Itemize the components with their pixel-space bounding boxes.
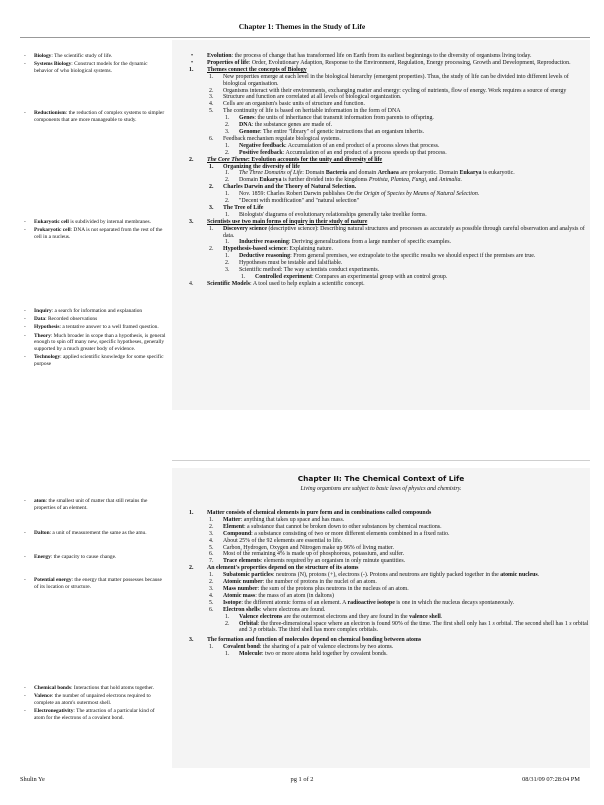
bullet-item: • Evolution: the process of change that has transformed life on Earth from its earliest beginnings to the diversity of organisms living today. [191, 53, 532, 59]
ch2-side-group-4 [24, 577, 166, 592]
footer-author: Shulin Ye [20, 776, 45, 783]
side-term-item: - Dalton: a unit of measurement the same as the amu. [24, 530, 166, 537]
list-item: 4. About 25% of the 92 elements are essential to life. [209, 537, 343, 544]
list-subitem: 2. Positive feedback: Accumulation of an end product of a process speeds up that process. [225, 149, 447, 156]
list-subitem: 1. Valence electrons are the outermost electrons and they are found in the valence shell. [225, 613, 443, 620]
list-item: 3. Mass number: the sum of the protons plus neutrons in the nucleus of an atom. [209, 585, 409, 592]
ch1-side-group-4 [24, 308, 166, 369]
list-item: 2. Element: a substance that cannot be broken down to other substances by chemical reactions. [209, 523, 442, 530]
list-item: 3. The Tree of Life [209, 204, 264, 211]
list-subitem: 2. Domain Eukarya is further divided into the kingdoms Protista, Plantea, Fungi, and Animalia. [225, 177, 462, 184]
page-title: Chapter 1: Themes in the Study of Life [238, 22, 366, 31]
list-item: 5. Isotope: the different atomic forms of an element. A radioactive isotope is one in which the nucleus decays spontaneously. [209, 599, 515, 606]
ch2-side-group-1 [24, 498, 166, 513]
footer-timestamp: 08/31/09 07:28:04 PM [522, 776, 580, 783]
ch1-side-group-2 [24, 110, 166, 125]
ch2-side-group-2 [24, 530, 166, 538]
side-term-item: - Prokaryotic cell: DNA is not separated from the rest of the cell in a nucleus. [24, 227, 166, 240]
ch1-side-group-1 [24, 53, 166, 76]
list-item: 1. New properties emerge at each level in the biological hierarchy (emergent properties). Thus, the study of life can be divided into different levels of biological organisation. [209, 73, 569, 87]
list-subsubitem: 1. Controlled experiment: Compares an experimental group with an control group. [241, 274, 448, 280]
list-item: 4. Cells are an organism's basic units of structure and function. [209, 101, 365, 108]
section-heading: 2. An element's properties depend on the structure of its atoms [189, 565, 359, 572]
section-heading: 4. Scientific Models: A tool used to help explain a scientific concept. [189, 280, 365, 287]
list-item: 1. Discovery science (descriptive science): Describing natural structures and processes as accurately as possible through careful observation and analysis of data. [209, 225, 585, 239]
list-item: 2. Atomic number: the number of protons in the nuclei of an atom. [209, 579, 377, 586]
list-item: 3. Structure and function are correlated at all levels of biological organization. [209, 94, 402, 101]
chapter-divider [172, 460, 590, 461]
side-term-item: - Chemical bonds: Interactions that hold atoms together. [24, 685, 166, 692]
list-subitem: 2. Orbital: the three-dimensional space where an electron is found 90% of the time. The first shell only has 1 s orbital. The second shell has 1 s orbital and 3 p orbitals. The third shell has more complex orbitals. [225, 620, 589, 634]
section-heading: 1. Matter consists of chemical elements in pure form and in combinations called compounds [189, 510, 432, 516]
ch2-side-group-5 [24, 685, 166, 723]
list-item: 3. Compound: a substance consisting of two or more different elements combined in a fixed ratio. [209, 530, 450, 537]
list-item: 6. Feedback mechanism regulate biological systems. [209, 135, 341, 142]
list-item: 6. Electron shells: where electrons are found. [209, 606, 326, 613]
chapter2-title: Chapter II: The Chemical Context of Life [297, 474, 465, 483]
list-item: 2. Organisms interact with their environments, exchanging matter and energy: cycling of nutrients, flow of energy. Work requires a source of energy [209, 87, 567, 94]
list-item: 7. Trace elements: elements required by an organism in only minute quantities. [209, 558, 406, 565]
side-term-item: - atom: the smallest unit of matter that still retains the properties of an element. [24, 498, 166, 511]
chapter2-subtitle: Living organisms are subject to basic laws of physics and chemistry. [300, 486, 462, 492]
title-divider [20, 37, 590, 38]
ch2-main-notes [187, 510, 590, 658]
section-heading: 1. Themes connect the concepts of Biology [189, 66, 307, 73]
list-subitem: 2. "Decent with modification" and "natural selection" [225, 198, 360, 205]
list-subitem: 1. Inductive reasoning: Deriving generalizations from a large number of specific examples. [225, 239, 451, 246]
ch1-main-notes [187, 53, 590, 288]
side-term-item: - Eukaryotic cell is subdivided by internal membranes. [24, 219, 166, 226]
section-heading: 3. The formation and function of molecules depend on chemical bonding between atoms [189, 637, 422, 644]
side-term-item: - Hypothesis: a tentative answer to a well framed question. [24, 324, 166, 331]
side-term-item: - Valence: the number of unpaired electrons required to complete an atom's outermost shell. [24, 693, 166, 706]
side-term-item: - Data: Recorded observations [24, 316, 166, 323]
side-term-item: - Potential energy: the energy that matter possesses because of its location or structure. [24, 577, 166, 590]
footer-page-number: pg 1 of 2 [290, 776, 314, 783]
list-subitem: 1. Negative feedback: Accumulation of an end product of a process slows that process. [225, 142, 440, 149]
ch2-side-group-3 [24, 554, 166, 562]
list-item: 5. The continuity of life is based on heritable information in the form of DNA [209, 108, 401, 115]
list-item: 1. Organizing the diversity of life [209, 163, 300, 170]
list-item: 4. Atomic mass: the mass of an atom (in daltons) [209, 592, 334, 599]
list-subitem: 1. Genes: the units of inheritance that transmit information from parents to offspring. [225, 115, 434, 122]
list-subitem: 2. DNA: the substance genes are made of. [225, 122, 333, 129]
list-subitem: 3. Scientific method: The way scientists conduct experiments. [225, 267, 380, 274]
side-term-item: - Energy: the capacity to cause change. [24, 554, 166, 561]
side-term-item: - Systems Biology: Construct models for the dynamic behavior of who biological systems. [24, 61, 166, 74]
list-subitem: 1. The Three Domains of Life: Domain Bacteria and domain Archaea are prokaryotic. Domain Eukarya is eukaryotic. [225, 170, 515, 177]
side-term-item: - Biology: The scientific study of life. [24, 53, 166, 60]
list-item: 1. Covalent bond: the sharing of a pair of valence electrons by two atoms. [209, 644, 394, 651]
list-subitem: 1. Molecule: two or more atoms held together by covalent bonds. [225, 651, 388, 658]
list-subitem: 2. Hypotheses must be testable and falsifiable. [225, 260, 343, 267]
list-item: 2. Hypothesis-based science: Explaining nature. [209, 246, 333, 253]
list-item: 5. Carbon, Hydrogen, Oxygen and Nitrogen make up 96% of living matter. [209, 544, 394, 551]
side-term-item: - Theory: Much broader in scope than a hypothesis, is general enough to spin off many new, specific hypotheses, generally supported by a much greater body of evidence. [24, 333, 166, 353]
list-item: 2. Charles Darwin and the Theory of Natural Selection. [209, 184, 357, 191]
side-term-item: - Inquiry: a search for information and explanation [24, 308, 166, 315]
bullet-item: • Properties of life: Order, Evolutionary Adaption, Response to the Environment, Regulation, Energy processing, Growth and Development, Reproduction. [191, 59, 571, 66]
list-subitem: 1. Biologists' diagrams of evolutionary relationships generally take treelike forms. [225, 211, 427, 218]
section-heading: 2. The Core Theme: Evolution accounts for the unity and diversity of life [189, 156, 383, 163]
list-subitem: 1. Deductive reasoning: From general premises, we extrapolate to the specific results we should expect if the premises are true. [225, 253, 536, 260]
section-heading: 3. Scientists use two main forms of inquiry in their study of nature [189, 218, 368, 225]
list-item: 1. Subatomic particles: neutrons (N), protons (+), electrons (-). Protons and neutrons are tightly packed together in the atomic nucleus. [209, 572, 540, 579]
ch1-side-group-3 [24, 219, 166, 242]
side-term-item: - Reductionism: the reduction of complex systems to simpler components that are more manageable to study. [24, 110, 166, 123]
list-item: 6. Most of the remaining 4% is made up of phosphorous, potassium, and sulfer. [209, 551, 405, 558]
list-item: 1. Matter: anything that takes up space and has mass. [209, 516, 345, 523]
side-term-item: - Technology: applied scientific knowledge for some specific purpose [24, 354, 166, 367]
list-subitem: 1. Nov. 1859: Charles Robert Darwin publishes On the Origin of Species by Means of Natural Selection. [225, 191, 480, 198]
side-term-item: - Electronegativity: The attraction of a particular kind of atom for the electrons of a covalent bond. [24, 708, 166, 721]
list-subitem: 3. Genome: The entire "library" of genetic instructions that an organism inherits. [225, 128, 425, 135]
